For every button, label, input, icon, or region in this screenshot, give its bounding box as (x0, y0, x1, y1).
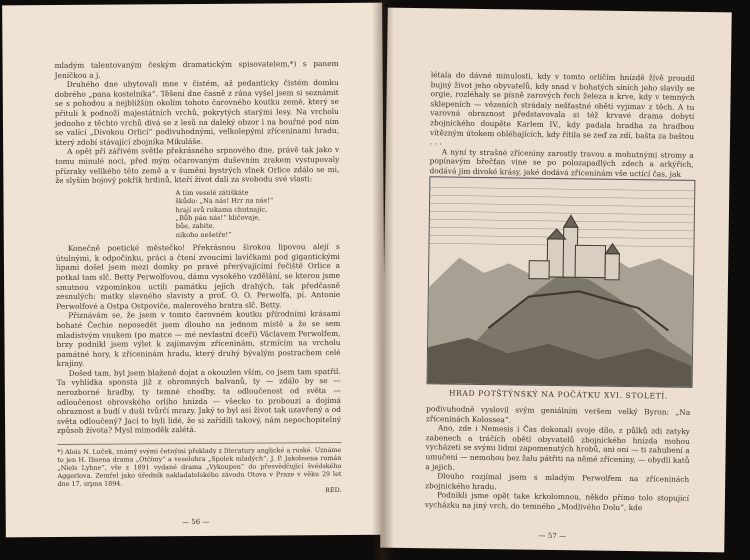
right-page-top-text (429, 70, 694, 179)
page-number: — 57 — (538, 531, 567, 541)
footnote (57, 442, 341, 496)
left-book-page (2, 3, 386, 538)
right-book-page (380, 8, 732, 553)
paragraph: Ano, zde i Nemesis i Čas dokonali svoje dílo, z půlků zdi zatyky zabenech a tráčích obětí obyvatelů zbojnického hnízda mohou vycházeti se svými lidmi zapomenutých hrobů, ani oni — ti zahubení a umučení — nemohou bez žalu pátřiti na němé zříceniny, — obydlí katů a jejich. (425, 423, 690, 472)
page-number: — 56 — (182, 517, 210, 527)
paragraph: Konečně poetické městečko! Překrásnou širokou lipovou alejí s útulnými, k odpočinku, práci a čtení zvoucími lavičkami pod gigantickými lipami došel jsem mezi domky po pravé přerývajícími řečiště Orlice a potkal tam slč. Betty Perwolfovou, dámu vysokého vzdělání, se kterou jsme smutnou vzpomínkou uctili památku jejích drahých, tak předčasně zesnulých: matky slavného slavisty a prof. O. O. Perwolfa, pí. Antonie Perwolfové a Ostpa Ostpoviče, malerového bratra slč. Betty. (55, 242, 341, 311)
paragraph: Došed tam, byl jsem blaženě dojat a okouzlen vším, co jsem tam spatřil. Ta vyhlídka sponsta již z ohromných balvanů, ty — zdálo by se — nerozborné hradby, ty temné chodby, ta odloučenost od světa — odloučenost obrovského orlího hnízda — všecko to probouzí a dojímá obraznost a budí v duši tvůrčí mrazy. Jaký to byl asi život tak uzavřený a od světa odloučený? Jací to byli lidé, že si zařídili takový, nám nepochopitelný způsob žívota? Mysl mimoděk zalétá. (56, 366, 342, 436)
paragraph: podivuhodně vyslovil svým geniálním veršem velký Byron: „Na zříceninách Kolossea“. (425, 404, 691, 424)
paragraph: mladým talentovaným českým dramatickým spisovatelem,*) s panem Jeníčkou a j. (54, 58, 339, 80)
poem-line: bůe, zabite, (175, 222, 215, 231)
poem-line: „Bůh pán nás!“ kličovaje, (175, 213, 261, 223)
left-page-body (55, 59, 342, 496)
poem-quote (175, 188, 339, 240)
footnote-text: *) Alois N. Luček, známý svými četnými překlady z literatury anglické a ruské. Uznáme to jen H. Ibsena drama „Otčímy“ a veselohra „Spolek mladých“, J. P. Jakobsena román „Niels Lyhne“, vše z 1891 vydané drama „Vykoupen“ do přesvědčující švédského Aggerlova. Zemřel jako úředník nakladatelského závodu Otova v Praze v věku 29 let dne 17. srpna 1894. (57, 446, 342, 488)
paragraph: A opět při zářivém světle překrásného srpnového dne, právě tak jako v tomu minulé noci, před mým očarovaným duševním zrakem vystupovaly přízraky velikého této země a v šuměni bystrých vlnek Orlice zdálo se mi, že slyším bojový pokřik hrdinů, kteří žívot dali za svobodu své vlasti: (55, 145, 340, 186)
paragraph: A nyní ty strašné zříceniny zarostly travou a mohutnými stromy a popínavým břečťan vine se po polozapadlých zdech a arkýřích, dodává jim divoké krásy, jaké dodává zříceninám vše uctící čas, jak (429, 147, 694, 179)
paragraph: Přiznávám se, že jsem v tomto čarovném koutku přírodními krásami bohaté Čechie neposedět jsem dlouho na jednom místě a že se sem mladistvým vnukem (po matce — mé nevlastní dceři) Václavem Perwolfem, brzy podnikl jsem výlet k zajímavým zříceninám, strmícím na vrcholu památné hory, k zříceninám hradu, který druhý bývalým postrachem celé krajiny. (56, 309, 341, 369)
poem-line: A tím veselé zátiškáte (175, 188, 249, 197)
paragraph: Podnikli jsme opět take krkolomnou, někdo přímo tolo stopující vycházku na jiný vrch, do temného „Modlivého Dolu“, kde (424, 490, 690, 513)
paragraph: Dlouho rozjímal jsem s mladým Perwolfem na zříceninách zbojnického hradu. (425, 471, 690, 491)
footnote-signature: RED. (325, 486, 342, 495)
right-page-bottom-text (425, 404, 690, 513)
paragraph: létala do dávné minulosti, kdy v tomto orlíčím hnízdě žívě proudil bujný život jeho obyvatelů, kdy snad v bohatých síních jeho slavily se orgie, rozléhaly se písně zarových řech železa a krve, kdy v temných sklepeních — vězeních strádaly nešťastné oběti vyjimav z těch. A tu varovná obraznost představovala si též krvavé drama dobytí zbojnického doupěte Karlem IV., kdy padala hradba za hradbou vítězným útokem obléhajících, kdy řítila se zeď za zdí, bašta za baštou . . . (429, 70, 695, 147)
book-gutter (372, 0, 394, 560)
poem-line: nikoho nešetře!“ (175, 230, 232, 239)
illustration-caption: HRAD POTŠTÝNSKÝ NA POČÁTKU XVI. STOLETÍ. (448, 388, 668, 401)
paragraph: Druhého dne ubytovali mne v čistém, až pedanticky čistém domku dobrého „pana kostelníka“. Těšení dne časně z rána vyšel jsem si seznámit se s pohodou a nejbližším okolím tohoto čarovného koutku země, který se přituli k podnoží majestátních vrchů, pokrytých starými lesy. Na vrcholu jednoho z těchto vrchů divá se z lesů na daleký obzor i na bouřné pod ním se valící „Divokou Orlicí“ podivuhodnými, velkolepými zříceninami hradu, který zdobí stávající zbojníka Mikuláše. (54, 78, 340, 147)
poem-line: hrají svů rukama chutnajíc, (175, 205, 268, 214)
poem-line: škůdo: „Na nás! Hrr na nás!“ (175, 196, 274, 206)
castle-illustration (427, 176, 696, 388)
